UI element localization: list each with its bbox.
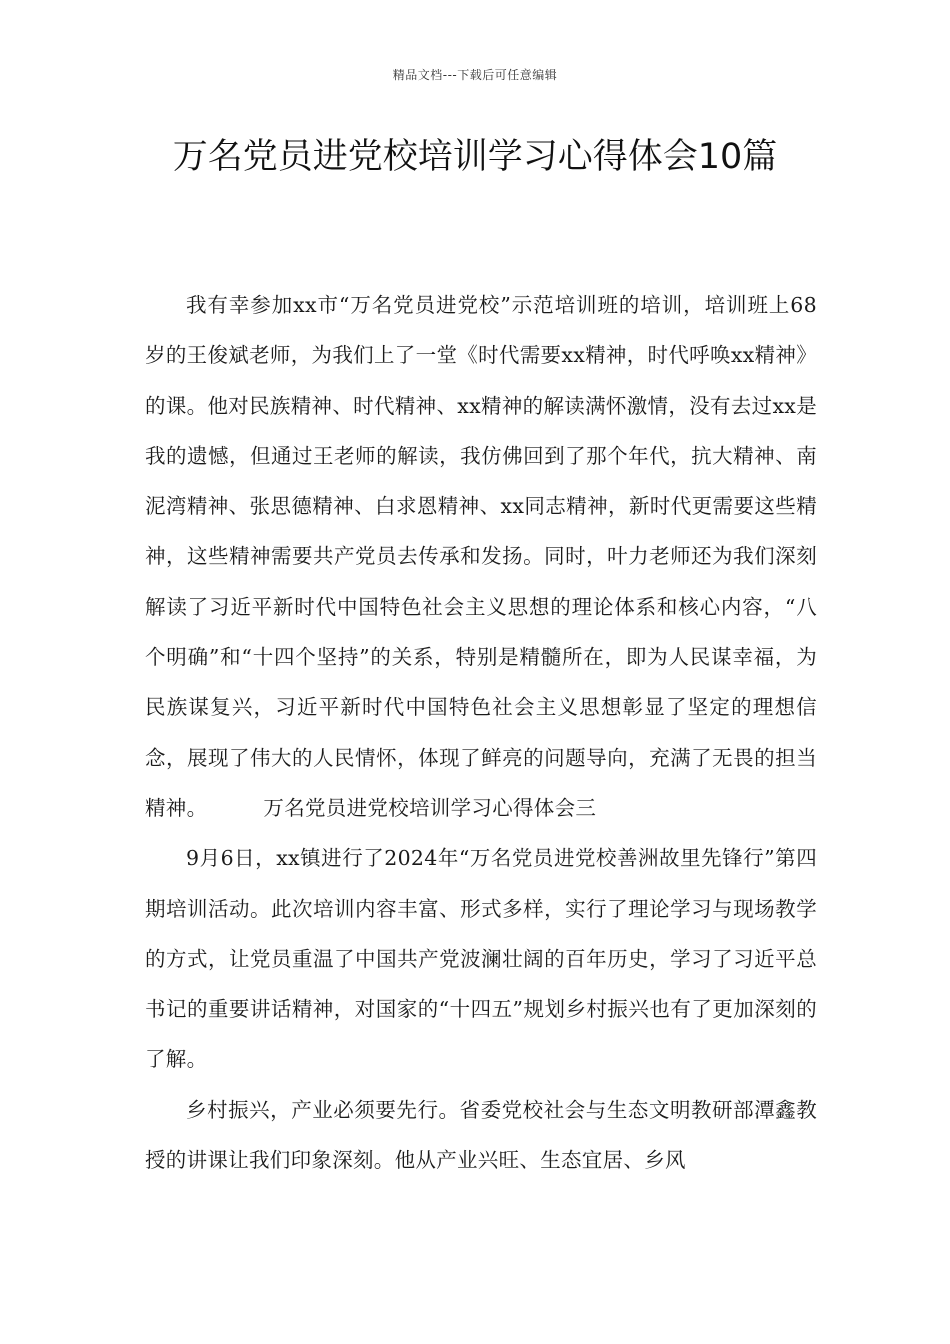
paragraph-text: 我有幸参加xx市“万名党员进党校”示范培训班的培训，培训班上68岁的王俊斌老师，为我们上了一堂《时代需要xx精神，时代呼唤xx精神》的课。他对民族精神、时代精神、xx精神的解读满怀激情，没有去过xx是我的遗憾，但通过王老师的解读，我仿佛回到了那个年代，抗大精神、南泥湾精神、张思德精神、白求恩精神、xx同志精神，新时代更需要这些精神，这些精神需要共产党员去传承和发扬。同时，叶力老师还为我们深刻解读了习近平新时代中国特色社会主义思想的理论体系和核心内容，“八个明确”和“十四个坚持”的关系，特别是精髓所在，即为人民谋幸福，为民族谋复兴，习近平新时代中国特色社会主义思想彰显了坚定的理想信念，展现了伟大的人民情怀，体现了鲜亮的问题导向，充满了无畏的担当精神。 [145,293,817,820]
paragraph [145,280,817,833]
document-body [145,280,817,1185]
paragraph: 乡村振兴，产业必须要先行。省委党校社会与生态文明教研部潭鑫教授的讲课让我们印象深刻。他从产业兴旺、生态宜居、乡风 [145,1097,817,1173]
header-note: 精品文档---下载后可任意编辑 [392,68,558,82]
section-heading-inline: 万名党员进党校培训学习心得体会三 [263,795,597,820]
paragraph: 9月6日，xx镇进行了2024年“万名党员进党校善洲故里先锋行”第四期培训活动。此次培训内容丰富、形式多样，实行了理论学习与现场教学的方式，让党员重温了中国共产党波澜壮阔的百年历史，学习了习近平总书记的重要讲话精神，对国家的“十四五”规划乡村振兴也有了更加深刻的了解。 [145,846,817,1072]
document-title: 万名党员进党校培训学习心得体会10篇 [172,137,778,177]
